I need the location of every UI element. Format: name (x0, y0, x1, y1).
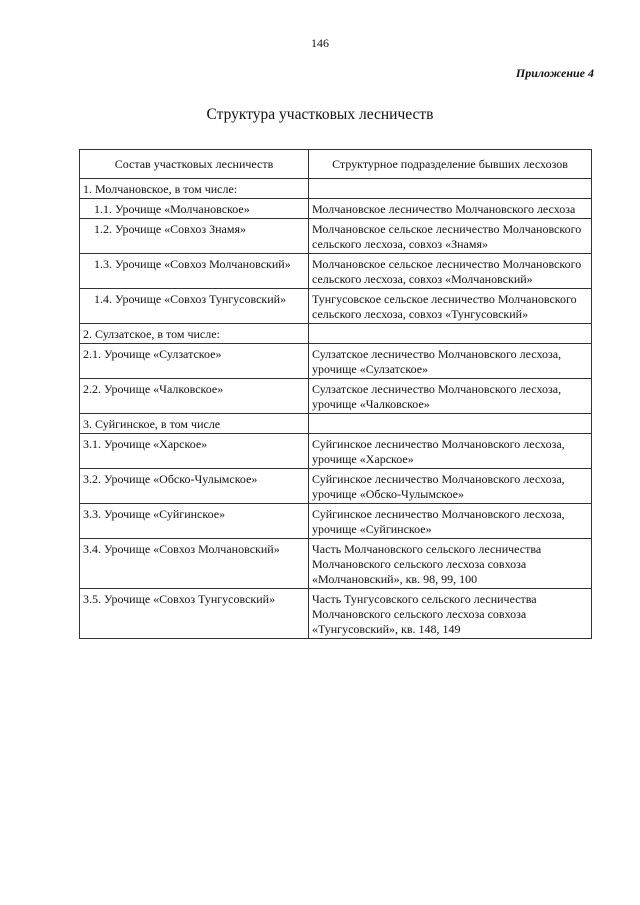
table-row (80, 434, 592, 469)
cell-former-unit: Часть Молчановского сельского лесничества Молчановского сельского лесхоза совхоза «Молчановский», кв. 98, 99, 100 (309, 539, 592, 589)
table-row (80, 289, 592, 324)
cell-composition: 1.2. Урочище «Совхоз Знамя» (80, 219, 309, 254)
cell-former-unit (309, 324, 592, 344)
cell-former-unit: Молчановское сельское лесничество Молчановского сельского лесхоза, совхоз «Молчановский» (309, 254, 592, 289)
table-row (80, 589, 592, 639)
table-row (80, 219, 592, 254)
cell-former-unit (309, 179, 592, 199)
cell-composition: 1.1. Урочище «Молчановское» (80, 199, 309, 219)
cell-former-unit: Молчановское лесничество Молчановского лесхоза (309, 199, 592, 219)
cell-composition: 3.2. Урочище «Обско-Чулымское» (80, 469, 309, 504)
cell-composition: 1. Молчановское, в том числе: (80, 179, 309, 199)
cell-former-unit (309, 414, 592, 434)
cell-former-unit: Суйгинское лесничество Молчановского лесхоза, урочище «Обско-Чулымское» (309, 469, 592, 504)
table-row (80, 179, 592, 199)
forestry-structure-table (79, 149, 592, 639)
table-row (80, 414, 592, 434)
cell-composition: 3.4. Урочище «Совхоз Молчановский» (80, 539, 309, 589)
table-row (80, 324, 592, 344)
cell-former-unit: Суйгинское лесничество Молчановского лесхоза, урочище «Суйгинское» (309, 504, 592, 539)
cell-former-unit: Сулзатское лесничество Молчановского лесхоза, урочище «Чалковское» (309, 379, 592, 414)
cell-former-unit: Часть Тунгусовского сельского лесничества Молчановского сельского лесхоза совхоза «Тунгусовский», кв. 148, 149 (309, 589, 592, 639)
table-header-row (80, 150, 592, 179)
document-title: Структура участковых лесничеств (206, 106, 434, 123)
cell-former-unit: Суйгинское лесничество Молчановского лесхоза, урочище «Харское» (309, 434, 592, 469)
cell-composition: 3.3. Урочище «Суйгинское» (80, 504, 309, 539)
cell-composition: 2. Сулзатское, в том числе: (80, 324, 309, 344)
table-row (80, 344, 592, 379)
cell-composition: 3.1. Урочище «Харское» (80, 434, 309, 469)
cell-composition: 1.4. Урочище «Совхоз Тунгусовский» (80, 289, 309, 324)
column-header-former-units: Структурное подразделение бывших лесхозов (309, 150, 592, 179)
cell-former-unit: Молчановское сельское лесничество Молчановского сельского лесхоза, совхоз «Знамя» (309, 219, 592, 254)
cell-composition: 3.5. Урочище «Совхоз Тунгусовский» (80, 589, 309, 639)
table-row (80, 379, 592, 414)
table-row (80, 199, 592, 219)
table-row (80, 469, 592, 504)
cell-composition: 2.2. Урочище «Чалковское» (80, 379, 309, 414)
column-header-composition: Состав участковых лесничеств (80, 150, 309, 179)
appendix-label: Приложение 4 (515, 66, 594, 80)
table-row (80, 254, 592, 289)
cell-composition: 2.1. Урочище «Сулзатское» (80, 344, 309, 379)
page-number: 146 (311, 36, 329, 50)
table-row (80, 539, 592, 589)
table-row (80, 504, 592, 539)
cell-composition: 1.3. Урочище «Совхоз Молчановский» (80, 254, 309, 289)
cell-former-unit: Тунгусовское сельское лесничество Молчановского сельского лесхоза, совхоз «Тунгусовский» (309, 289, 592, 324)
cell-former-unit: Сулзатское лесничество Молчановского лесхоза, урочище «Сулзатское» (309, 344, 592, 379)
cell-composition: 3. Суйгинское, в том числе (80, 414, 309, 434)
